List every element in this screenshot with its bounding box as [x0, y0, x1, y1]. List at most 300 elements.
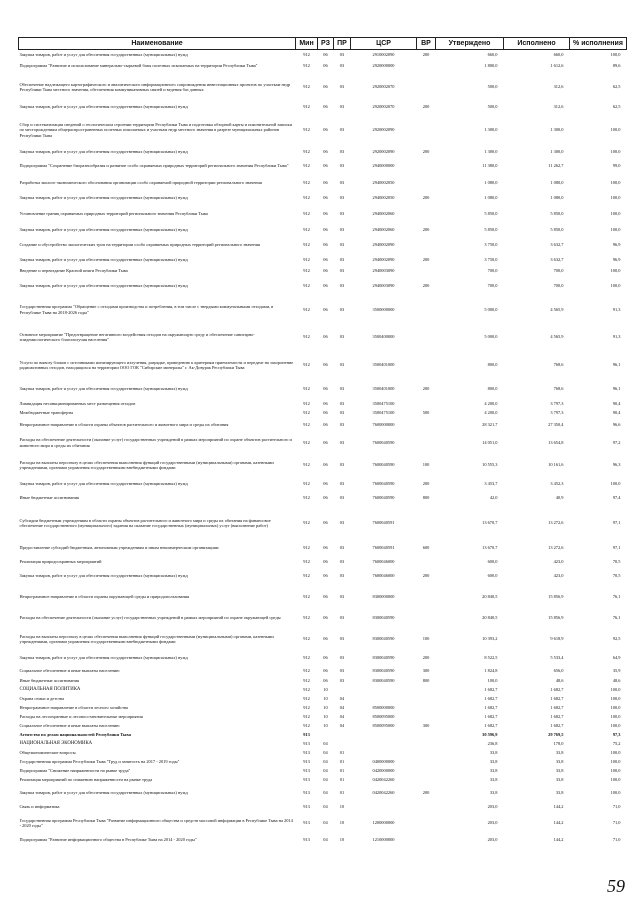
table-row: [19, 224, 627, 236]
cell-executed: 13 272,6: [548, 520, 564, 526]
cell-subsection: 03: [339, 636, 345, 642]
cell-subsection: 03: [339, 545, 345, 551]
cell-executed: 423,0: [553, 573, 564, 579]
table-row: [19, 399, 627, 409]
cell-section: 06: [323, 495, 328, 501]
cell-name: Закупка товаров, работ и услуг для обеспечения государственных (муниципальных) нужд: [19, 149, 188, 155]
cell-expense-type: [417, 557, 436, 567]
cell-percent: 97,1: [612, 545, 621, 551]
cell-executed: 3 452,3: [550, 480, 564, 486]
cell-ministry: 913: [303, 777, 310, 783]
cell-name: Закупка товаров, работ и услуг для обеспечения государственных (муниципальных) нужд: [19, 256, 188, 262]
cell-subsection: 03: [339, 268, 345, 274]
table-row: [19, 749, 627, 758]
cell-approved: 660,0: [487, 51, 498, 57]
cell-approved: 700,0: [487, 268, 498, 274]
cell-expense-type: [417, 767, 436, 776]
cell-ministry: 912: [303, 422, 310, 428]
cell-expense-type: 200: [422, 104, 430, 110]
cell-name: Создание и обустройство экологических троп на территории особо охраняемых природных территорий регионального значения: [19, 241, 260, 247]
cell-executed: 11 262,7: [548, 163, 564, 169]
cell-executed: 768,6: [553, 362, 564, 368]
cell-approved: 236,8: [487, 741, 498, 747]
col-header-executed: Исполнено: [504, 38, 570, 50]
cell-target-item: 2940003090: [372, 268, 395, 274]
cell-ministry: 912: [303, 520, 310, 526]
cell-target-item: [351, 686, 417, 695]
cell-section: 06: [323, 194, 328, 200]
cell-section: 06: [323, 655, 328, 661]
cell-percent: 99,0: [612, 163, 621, 169]
cell-approved: 3 453,7: [484, 480, 498, 486]
cell-ministry: 912: [303, 63, 310, 69]
cell-executed: 1 682,7: [550, 687, 564, 693]
cell-name: Реализация мероприятий по снижению напряженности на рынке труда: [19, 777, 153, 783]
cell-name: Непрограммное направление в области охраны окружающей среды и природопользования: [19, 594, 190, 600]
cell-subsection: 03: [339, 256, 345, 262]
cell-approved: 800,0: [487, 362, 498, 368]
cell-section: 06: [323, 51, 328, 57]
cell-target-item: 7600000000: [372, 422, 395, 428]
cell-subsection: [334, 740, 351, 749]
cell-executed: 5 533,4: [550, 655, 564, 661]
cell-ministry: 913: [303, 750, 310, 756]
cell-approved: 500,0: [487, 84, 498, 90]
col-header-target-item: ЦСР: [351, 38, 417, 50]
cell-executed: 1 612,6: [550, 63, 564, 69]
table-row: [19, 767, 627, 776]
cell-executed: 15 856,9: [548, 594, 564, 600]
cell-section: 10: [323, 687, 328, 693]
cell-approved: 20 840,5: [482, 615, 498, 621]
cell-subsection: 03: [339, 163, 345, 169]
cell-expense-type: [417, 731, 436, 740]
cell-expense-type: [417, 418, 436, 433]
cell-ministry: 912: [303, 180, 310, 186]
cell-target-item: 3500400000: [372, 334, 395, 340]
cell-percent: 92,5: [612, 636, 621, 642]
cell-section: 06: [323, 84, 328, 90]
cell-approved: 11 380,0: [482, 163, 498, 169]
cell-subsection: 03: [339, 127, 345, 133]
cell-subsection: 03: [339, 573, 345, 579]
cell-subsection: 03: [339, 306, 345, 312]
table-row: [19, 101, 627, 114]
cell-subsection: 03: [339, 480, 345, 486]
cell-approved: 3 750,0: [484, 241, 498, 247]
cell-approved: 5 000,0: [484, 306, 498, 312]
cell-percent: 100,0: [610, 51, 621, 57]
cell-target-item: [351, 740, 417, 749]
cell-approved: 600,0: [487, 573, 498, 579]
cell-percent: 70,5: [612, 558, 621, 564]
cell-ministry: 912: [303, 256, 310, 262]
cell-subsection: 03: [339, 439, 345, 445]
cell-approved: 33,8: [489, 750, 498, 756]
cell-name: Иные бюджетные ассигнования: [19, 677, 79, 683]
cell-approved: 203,0: [487, 804, 498, 810]
cell-ministry: 912: [303, 558, 310, 564]
cell-section: 06: [323, 149, 328, 155]
table-row: [19, 490, 627, 507]
col-header-approved: Утверждено: [436, 38, 504, 50]
cell-subsection: 10: [339, 836, 345, 842]
cell-name: Закупка товаров, работ и услуг для обеспечения государственных (муниципальных) нужд: [19, 655, 188, 661]
cell-approved: 203,0: [487, 836, 498, 842]
cell-percent: 100,0: [610, 705, 621, 711]
cell-target-item: 3500401000: [372, 386, 395, 392]
cell-target-item: 3500475100: [372, 400, 395, 406]
budget-execution-table: [18, 37, 627, 847]
cell-executed: 4 565,9: [550, 306, 564, 312]
cell-section: 06: [323, 400, 328, 406]
cell-executed: 144,2: [553, 804, 564, 810]
cell-section: 06: [323, 180, 328, 186]
cell-ministry: 912: [303, 636, 310, 642]
cell-subsection: 03: [339, 63, 345, 69]
table-row: [19, 409, 627, 418]
table-row: [19, 540, 627, 557]
cell-approved: 5 850,0: [484, 226, 498, 232]
cell-name: Предоставление субсидий бюджетным, автономным учреждениям и иным некоммерческим организациям: [19, 545, 219, 551]
cell-target-item: 2940002090: [372, 241, 395, 247]
col-header-expense-type: ВР: [417, 38, 436, 50]
cell-expense-type: 200: [422, 51, 430, 57]
cell-expense-type: [417, 158, 436, 175]
cell-target-item: 2940002060: [372, 226, 395, 232]
cell-ministry: 913: [303, 836, 310, 842]
cell-subsection: 03: [339, 462, 345, 468]
cell-ministry: 912: [303, 545, 310, 551]
cell-name: Реализация природоохранных мероприятий: [19, 558, 102, 564]
cell-subsection: 10: [339, 804, 345, 810]
cell-target-item: 7600046000: [372, 558, 395, 564]
cell-expense-type: [417, 833, 436, 847]
cell-section: 06: [323, 594, 328, 600]
cell-target-item: 8300040590: [372, 677, 395, 683]
cell-name: Агентство по делам национальностей Республики Тыва: [19, 732, 131, 738]
cell-section: 06: [323, 163, 328, 169]
table-row: [19, 628, 627, 651]
cell-target-item: 0420042260: [372, 777, 395, 783]
cell-expense-type: [417, 586, 436, 609]
table-row: [19, 676, 627, 686]
cell-percent: 100,0: [610, 127, 621, 133]
cell-approved: 20 840,5: [482, 594, 498, 600]
cell-name: Сбор и систематизация сведений о геологическом строении территории Республики Тыва и подготовка обзорной карты и пояснительной записки по месторождениям общераспространенных полезных ископаемых и участкам недр местного значения в разрезе муниципальных районов Республики Тыва: [19, 121, 293, 138]
cell-percent: 100,0: [610, 226, 621, 232]
cell-approved: 1 682,7: [484, 687, 498, 693]
cell-target-item: 0400000000: [372, 759, 395, 765]
cell-subsection: 01: [339, 768, 345, 774]
cell-target-item: 7600040590: [372, 480, 395, 486]
cell-name: Услуги по вывозу блоков с источниками ионизирующего излучения, разрядке, приведению к критериям приемлемости и передаче на захоронение радиоактивных отходов, находящихся на территории ООО ГОК "Сибирские минералы" г. Ак-Довурак Республики Тыва: [19, 359, 294, 370]
cell-executed: 4 565,9: [550, 334, 564, 340]
cell-section: 06: [323, 410, 328, 416]
cell-name: Закупка товаров, работ и услуг для обеспечения государственных (муниципальных) нужд: [19, 480, 188, 486]
cell-expense-type: [417, 814, 436, 833]
cell-target-item: 2920002070: [372, 84, 395, 90]
table-row: [19, 666, 627, 676]
cell-target-item: 8300040590: [372, 667, 395, 673]
cell-section: 06: [323, 127, 328, 133]
cell-percent: 71,0: [612, 820, 621, 826]
cell-executed: 312,6: [553, 104, 564, 110]
cell-approved: 1 682,7: [484, 696, 498, 702]
cell-approved: 5 000,0: [484, 334, 498, 340]
cell-target-item: 1210000000: [372, 836, 395, 842]
cell-name: Расходы на обеспечение деятельности (оказание услуг) государственных учреждений в рамках мероприятий по охране окружающей среды: [19, 615, 281, 621]
table-row: [19, 695, 627, 704]
cell-name: СОЦИАЛЬНАЯ ПОЛИТИКА: [19, 687, 81, 693]
table-row: [19, 324, 627, 351]
cell-executed: 13 272,6: [548, 545, 564, 551]
cell-percent: 100,0: [610, 723, 621, 729]
cell-expense-type: [417, 801, 436, 814]
cell-expense-type: 300: [422, 667, 430, 673]
cell-name: Подпрограмма "Развитие информационного общества в Республике Тыва на 2014 - 2020 годы": [19, 836, 197, 842]
cell-ministry: 912: [303, 655, 310, 661]
table-row: [19, 833, 627, 847]
cell-subsection: 03: [339, 194, 345, 200]
cell-name: Подпрограмма "Снижение напряженности на рынке труда": [19, 768, 131, 774]
cell-expense-type: [417, 399, 436, 409]
cell-name: Закупка товаров, работ и услуг для обеспечения государственных (муниципальных) нужд: [19, 226, 188, 232]
table-row: [19, 380, 627, 399]
cell-percent: 100,0: [610, 714, 621, 720]
table-row: [19, 785, 627, 801]
cell-expense-type: [417, 59, 436, 74]
cell-expense-type: 200: [422, 573, 430, 579]
cell-target-item: 2910002090: [372, 51, 395, 57]
cell-percent: 90,4: [612, 410, 621, 416]
cell-ministry: 912: [303, 594, 310, 600]
cell-section: 06: [323, 615, 328, 621]
cell-name: Закупка товаров, работ и услуг для обеспечения государственных (муниципальных) нужд: [19, 789, 188, 795]
cell-section: 04: [323, 759, 328, 765]
cell-approved: 1 824,8: [484, 667, 498, 673]
cell-name: Закупка товаров, работ и услуг для обеспечения государственных (муниципальных) нужд: [19, 283, 188, 289]
table-row: [19, 686, 627, 695]
cell-ministry: 912: [303, 714, 310, 720]
cell-subsection: 03: [339, 400, 345, 406]
table-row: [19, 147, 627, 158]
cell-percent: 96,1: [612, 362, 621, 368]
cell-percent: 71,0: [612, 804, 621, 810]
cell-approved: 28 321,7: [482, 422, 498, 428]
cell-ministry: 912: [303, 210, 310, 216]
cell-executed: 27 350,4: [548, 422, 564, 428]
table-row: [19, 740, 627, 749]
cell-percent: 97,3: [612, 732, 621, 738]
cell-executed: 312,6: [553, 84, 564, 90]
cell-ministry: 912: [303, 386, 310, 392]
cell-percent: 70,5: [612, 573, 621, 579]
cell-executed: 3 797,3: [550, 410, 564, 416]
table-row: [19, 433, 627, 453]
table-row: [19, 418, 627, 433]
cell-subsection: 03: [339, 149, 345, 155]
cell-subsection: 03: [339, 655, 345, 661]
cell-percent: 97,2: [612, 439, 621, 445]
table-row: [19, 236, 627, 254]
cell-subsection: 10: [339, 820, 345, 826]
cell-approved: 1 682,7: [484, 714, 498, 720]
table-row: [19, 586, 627, 609]
cell-name: Основное мероприятие "Предотвращение негативного воздействия отходов на окружающую среду и обеспечение санитарно-эпидемиологического благополучия населения": [19, 331, 255, 342]
cell-target-item: 2920002090: [372, 149, 395, 155]
cell-section: 06: [323, 334, 328, 340]
cell-percent: 90,4: [612, 400, 621, 406]
cell-executed: 700,0: [553, 268, 564, 274]
cell-target-item: 8300040590: [372, 636, 395, 642]
cell-ministry: 912: [303, 104, 310, 110]
cell-expense-type: [417, 695, 436, 704]
cell-executed: 700,0: [553, 283, 564, 289]
cell-executed: 660,0: [553, 51, 564, 57]
cell-ministry: 913: [303, 768, 310, 774]
cell-section: 06: [323, 558, 328, 564]
cell-approved: 14 051,0: [482, 439, 498, 445]
cell-percent: 75,2: [612, 741, 621, 747]
cell-ministry: 913: [303, 804, 310, 810]
cell-section: 06: [323, 573, 328, 579]
cell-expense-type: 200: [422, 655, 430, 661]
cell-approved: 1 300,0: [484, 127, 498, 133]
cell-subsection: 03: [339, 104, 345, 110]
table-header-row: [19, 38, 627, 50]
table-row: [19, 266, 627, 277]
cell-ministry: 913: [303, 759, 310, 765]
cell-percent: 100,0: [610, 768, 621, 774]
cell-section: 06: [323, 636, 328, 642]
cell-expense-type: 200: [422, 283, 430, 289]
table-row: [19, 114, 627, 147]
cell-ministry: 913: [303, 732, 310, 738]
cell-percent: 97,1: [612, 520, 621, 526]
cell-subsection: 03: [339, 558, 345, 564]
cell-executed: 656,0: [553, 667, 564, 673]
cell-section: 06: [323, 63, 328, 69]
cell-section: 06: [323, 520, 328, 526]
table-row: [19, 74, 627, 101]
cell-name: Межбюджетные трансферты: [19, 410, 74, 416]
cell-subsection: 01: [339, 789, 345, 795]
table-row: [19, 296, 627, 324]
cell-ministry: 912: [303, 696, 310, 702]
table-row: [19, 478, 627, 490]
table-row: [19, 59, 627, 74]
cell-percent: 96,9: [612, 256, 621, 262]
cell-approved: 33,8: [489, 759, 498, 765]
cell-section: 06: [323, 545, 328, 551]
cell-name: Социальное обеспечение и иные выплаты населению: [19, 667, 120, 673]
cell-expense-type: 200: [422, 194, 430, 200]
cell-percent: 100,0: [610, 283, 621, 289]
cell-expense-type: 600: [422, 545, 430, 551]
cell-executed: 33,8: [555, 777, 564, 783]
cell-executed: 1 080,0: [550, 194, 564, 200]
table-row: [19, 453, 627, 478]
cell-name: Закупка товаров, работ и услуг для обеспечения государственных (муниципальных) нужд: [19, 104, 188, 110]
table-row: [19, 567, 627, 586]
cell-name: Социальное обеспечение и иные выплаты населению: [19, 723, 120, 729]
cell-section: 06: [323, 667, 328, 673]
cell-executed: 40,9: [555, 495, 564, 501]
cell-section: 06: [323, 439, 328, 445]
cell-subsection: 03: [339, 210, 345, 216]
cell-subsection: 03: [339, 51, 345, 57]
cell-target-item: 3500401000: [372, 362, 395, 368]
cell-executed: 5 850,0: [550, 226, 564, 232]
cell-section: 04: [323, 768, 328, 774]
cell-section: [318, 731, 334, 740]
cell-executed: 1 682,7: [550, 723, 564, 729]
cell-subsection: 01: [339, 777, 345, 783]
cell-name: Общеэкономические вопросы: [19, 750, 76, 756]
cell-expense-type: 100: [422, 636, 430, 642]
cell-subsection: 03: [339, 495, 345, 501]
cell-target-item: 7600040590: [372, 462, 395, 468]
table-row: [19, 704, 627, 713]
cell-section: 04: [323, 750, 328, 756]
cell-executed: 9 618,9: [550, 636, 564, 642]
cell-expense-type: [417, 749, 436, 758]
cell-approved: 13 670,7: [482, 545, 498, 551]
cell-section: 06: [323, 210, 328, 216]
cell-ministry: 912: [303, 163, 310, 169]
cell-name: Расходы на выплаты персоналу в целях обеспечения выполнения функций государственными (муниципальными) органами, казенными учреждениями, органами управления государственными внебюджетными фондами: [19, 633, 274, 644]
page-number: 59: [607, 876, 625, 896]
cell-executed: 5 850,0: [550, 210, 564, 216]
cell-expense-type: 200: [422, 149, 430, 155]
cell-expense-type: [417, 758, 436, 767]
cell-ministry: 912: [303, 677, 310, 683]
cell-expense-type: 100: [422, 462, 430, 468]
cell-target-item: 2940000000: [372, 163, 395, 169]
cell-approved: 8 522,5: [484, 655, 498, 661]
cell-name: Государственная программа Республики Тыва "Труд и занятость на 2017 - 2019 годы": [19, 759, 180, 765]
cell-name: Обеспечение надлежащего картографического и аналитического информационного сопровождения инвестиционных проектов по участкам недр Республики Тыва местного значения, обеспечения коммуникативных связей и ведения баз данных: [19, 81, 291, 92]
cell-section: 04: [323, 777, 328, 783]
table-row: [19, 776, 627, 785]
cell-name: Иные бюджетные ассигнования: [19, 495, 79, 501]
cell-target-item: 8500095000: [372, 714, 395, 720]
table-row: [19, 254, 627, 266]
table-row: [19, 204, 627, 224]
table-row: [19, 192, 627, 204]
cell-approved: 33,8: [489, 768, 498, 774]
cell-name: Подпрограмма "Развитие и использование минерально-сырьевой базы полезных ископаемых на территории Республики Тыва": [19, 63, 258, 69]
cell-target-item: 7600040591: [372, 520, 395, 526]
cell-target-item: 8300040590: [372, 655, 395, 661]
cell-executed: 144,2: [553, 820, 564, 826]
cell-name: НАЦИОНАЛЬНАЯ ЭКОНОМИКА: [19, 741, 93, 747]
col-header-section: РЗ: [318, 38, 334, 50]
cell-ministry: 912: [303, 410, 310, 416]
col-header-subsection: ПР: [334, 38, 351, 50]
cell-approved: 4 200,0: [484, 400, 498, 406]
cell-expense-type: 200: [422, 480, 430, 486]
cell-percent: 62,5: [612, 84, 621, 90]
cell-expense-type: [417, 296, 436, 324]
cell-subsection: 03: [339, 386, 345, 392]
cell-ministry: 912: [303, 687, 310, 693]
cell-approved: 4 200,0: [484, 410, 498, 416]
cell-subsection: 03: [339, 410, 345, 416]
cell-expense-type: 800: [422, 495, 430, 501]
cell-section: 06: [323, 677, 328, 683]
